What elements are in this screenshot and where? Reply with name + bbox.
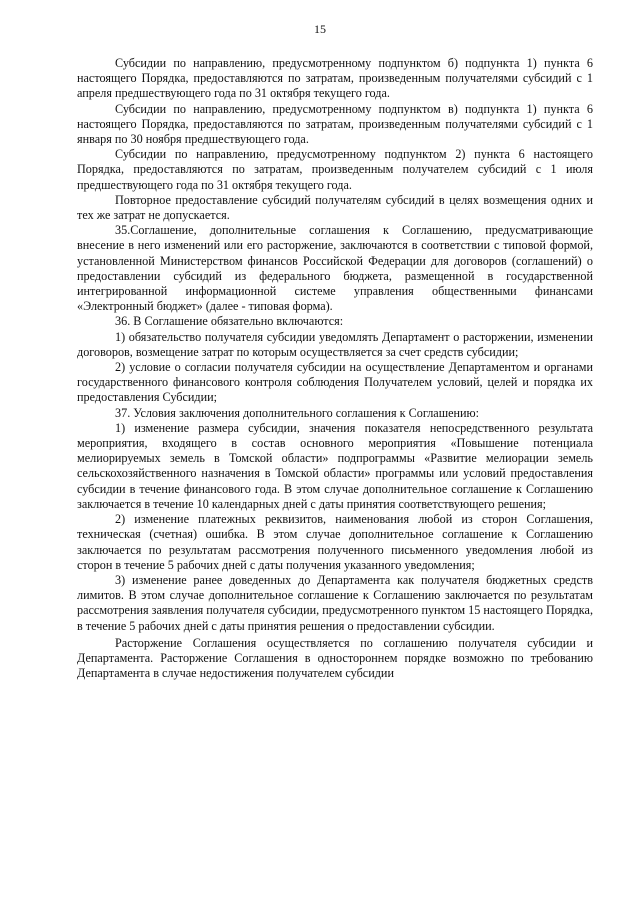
- page-number: 15: [314, 22, 326, 36]
- paragraph-clause-36-item-2: 2) условие о согласии получателя субсидии на осуществление Департаментом и органами государственного финансового контроля соблюдения Получателем условий, целей и порядка их предоставления Субсидии;: [77, 360, 593, 405]
- paragraph-termination: Расторжение Соглашения осуществляется по соглашению получателя субсидии и Департамента. Расторжение Соглашения в одностороннем порядке возможно по требованию Департамента в случае недостижения получателем субсидии: [77, 635, 593, 681]
- paragraph-clause-37-item-1: 1) изменение размера субсидии, значения показателя непосредственного результата мероприятия, входящего в состав основного мероприятия «Повышение потенциала мелиорируемых земель в Томской области» подпрограммы «Развитие мелиорации земель сельскохозяйственного назначения в Томской области» программы или условий предоставления субсидии в течение финансового года. В этом случае дополнительное соглашение к Соглашению заключается в течение 10 календарных дней с даты принятия соответствующего решения;: [77, 420, 593, 511]
- paragraph-clause-37: 37. Условия заключения дополнительного соглашения к Соглашению:: [115, 405, 480, 420]
- paragraph-clause-36: 36. В Соглашение обязательно включаются:: [115, 314, 344, 329]
- paragraph-clause-35: 35.Соглашение, дополнительные соглашения к Соглашению, предусматривающие внесение в него изменений или его расторжение, заключаются в соответствии с типовой формой, установленной Министерством финансов Российской Федерации для договоров (соглашений) о предоставлении субсидий из федерального бюджета, размещенной в государственной интегрированной информационной системе управления общественными финансами «Электронный бюджет» (далее - типовая форма).: [77, 223, 593, 314]
- paragraph-subsidy-v: Субсидии по направлению, предусмотренному подпунктом в) подпункта 1) пункта 6 настоящего Порядка, предоставляются по затратам, произведенным получателями субсидий с 1 января по 30 ноября предшествующего года.: [77, 101, 593, 147]
- paragraph-subsidy-b: Субсидии по направлению, предусмотренному подпунктом б) подпункта 1) пункта 6 настоящего Порядка, предоставляются по затратам, произведенным получателями субсидий с 1 апреля предшествующего года по 31 октября текущего года.: [77, 56, 593, 101]
- paragraph-clause-37-item-3: 3) изменение ранее доведенных до Департамента как получателя бюджетных средств лимитов. В этом случае дополнительное соглашение к Соглашению заключается по результатам рассмотрения заявления получателя субсидии, предусмотренного пунктом 15 настоящего Порядка, в течение 5 рабочих дней с даты принятия решения о предоставлении субсидии.: [77, 572, 593, 633]
- paragraph-subsidy-2: Субсидии по направлению, предусмотренному подпунктом 2) пункта 6 настоящего Порядка, предоставляются по затратам, произведенным получателем субсидий с 1 июля предшествующего года по 31 октября текущего года.: [77, 147, 593, 192]
- paragraph-clause-37-item-2: 2) изменение платежных реквизитов, наименования любой из сторон Соглашения, техническая (счетная) ошибка. В этом случае дополнительное соглашение к Соглашению заключается по результатам рассмотрения полученного письменного уведомления любой из сторон в течение 5 рабочих дней с даты получения указанного уведомления;: [77, 512, 593, 572]
- paragraph-clause-36-item-1: 1) обязательство получателя субсидии уведомлять Департамент о расторжении, изменении договоров, возмещение затрат по которым осуществляется за счет средств субсидии;: [77, 329, 593, 359]
- paragraph-no-repeat: Повторное предоставление субсидий получателям субсидий в целях возмещения одних и тех же затрат не допускается.: [77, 192, 593, 223]
- document-body: [77, 56, 593, 681]
